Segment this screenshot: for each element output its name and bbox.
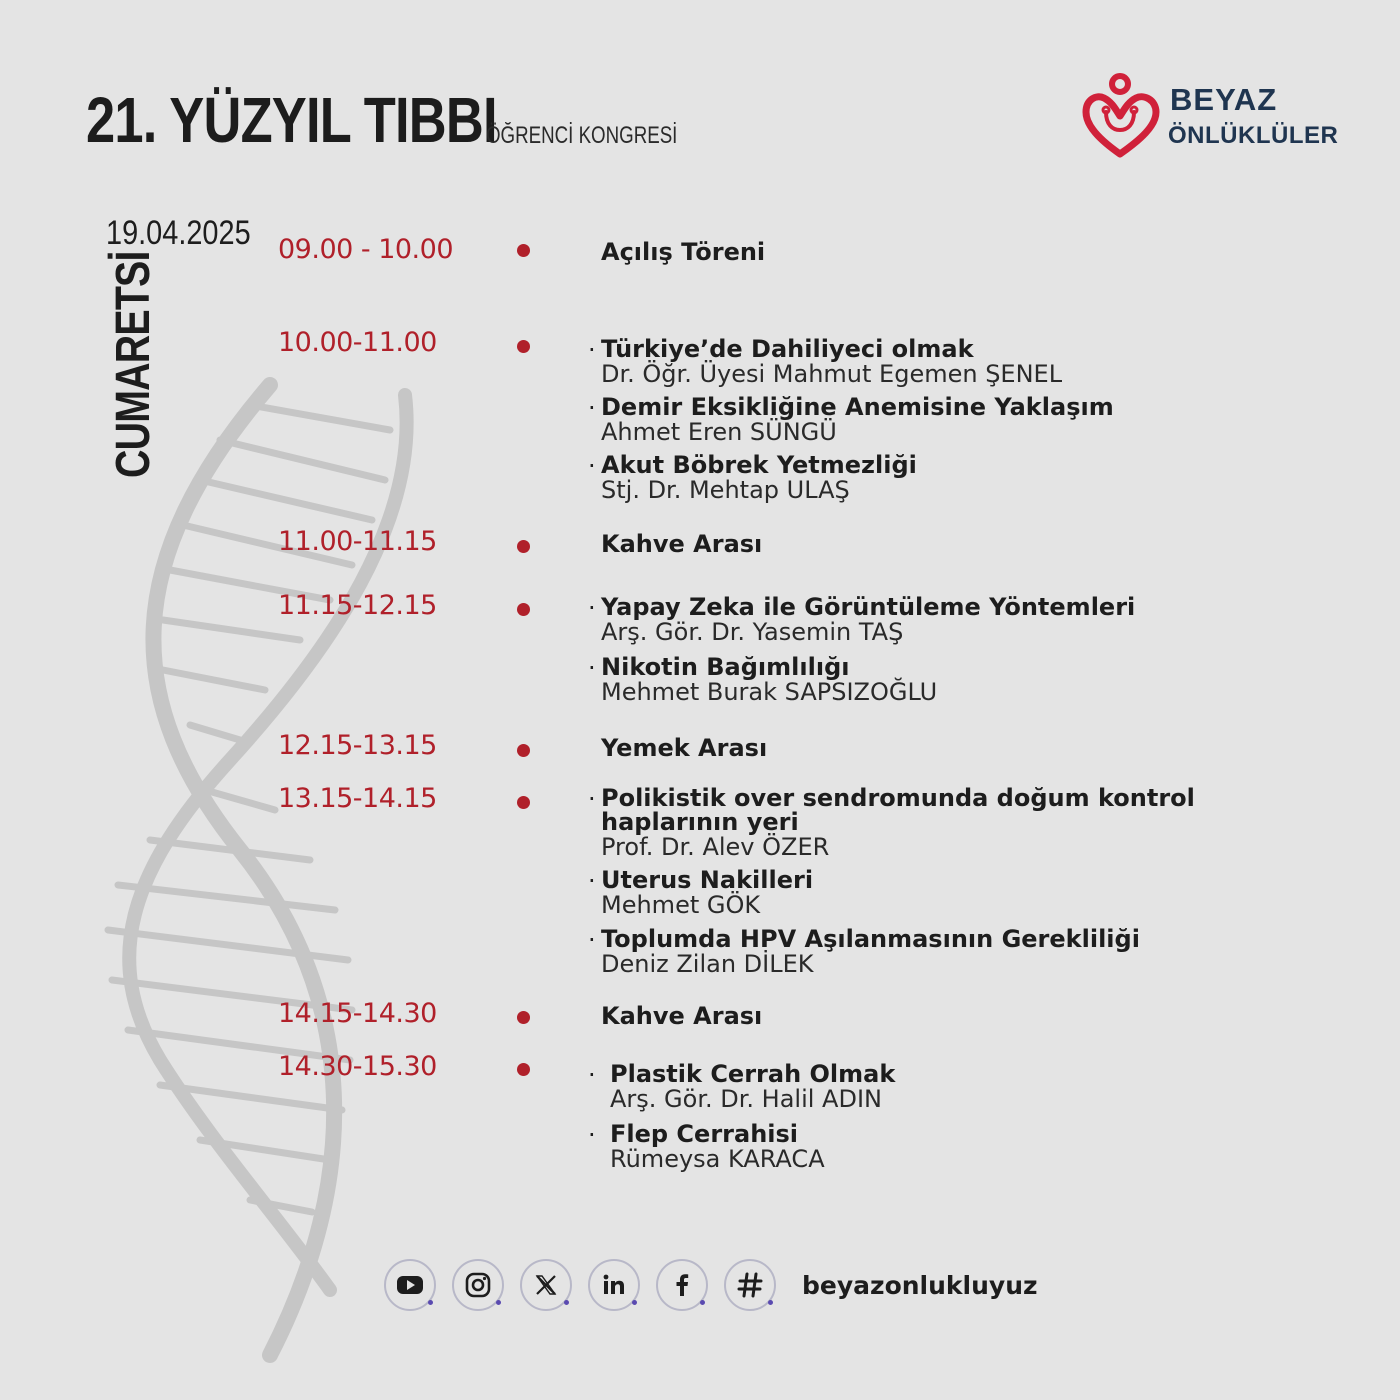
talk-speaker: Mehmet Burak SAPSIZOĞLU [601,678,938,706]
timeline-dot [517,1063,530,1076]
instagram-link[interactable] [452,1259,504,1311]
time-slot: 14.15-14.30 [278,998,437,1029]
talk-speaker: Arş. Gör. Dr. Yasemin TAŞ [601,618,904,646]
timeline-dot [517,603,530,616]
social-links-bar [384,1257,1038,1313]
organizer-logo [1082,72,1352,162]
talk-title: Flep Cerrahisi [610,1120,799,1148]
session-title: Açılış Töreni [601,238,766,266]
talk-speaker: Prof. Dr. Alev ÖZER [601,833,830,861]
talk-speaker: Ahmet Eren SÜNGÜ [601,418,837,446]
bullet-icon: · [588,1061,596,1089]
timeline-dot [517,1011,530,1024]
bullet-icon: · [588,926,596,954]
time-slot: 12.15-13.15 [278,730,437,761]
linkedin-link[interactable] [588,1259,640,1311]
facebook-icon [667,1270,697,1300]
bullet-icon: · [588,452,596,480]
instagram-icon [463,1270,493,1300]
session-title: Kahve Arası [601,530,763,558]
talk-item [588,1062,1228,1112]
talk-title: Demir Eksikliğine Anemisine Yaklaşım [601,393,1114,421]
talk-title: Plastik Cerrah Olmak [610,1060,896,1088]
time-slot: 10.00-11.00 [278,327,437,358]
talk-speaker: Arş. Gör. Dr. Halil ADIN [610,1085,882,1113]
time-slot: 13.15-14.15 [278,783,437,814]
facebook-link[interactable] [656,1259,708,1311]
talk-item [588,927,1228,977]
social-handle[interactable]: beyazonlukluyuz [802,1270,1038,1300]
hashtag-link[interactable] [724,1259,776,1311]
talk-item [588,1122,1228,1172]
youtube-icon [395,1270,425,1300]
bullet-icon: · [588,867,596,895]
linkedin-icon [599,1270,629,1300]
bullet-icon: · [588,654,596,682]
talk-item [588,786,1228,860]
talk-speaker: Deniz Zilan DİLEK [601,950,814,978]
time-slot: 11.15-12.15 [278,590,437,621]
talk-item [588,453,1228,503]
x-icon [531,1270,561,1300]
talk-title: Yapay Zeka ile Görüntüleme Yöntemleri [601,593,1136,621]
talk-title: Uterus Nakilleri [601,866,814,894]
youtube-link[interactable] [384,1259,436,1311]
timeline-dot [517,340,530,353]
bullet-icon: · [588,394,596,422]
event-subtitle: ÖĞRENCİ KONGRESİ [486,122,678,149]
timeline-dot [517,796,530,809]
event-day: CUMARETSİ [107,251,160,478]
talk-speaker: Dr. Öğr. Üyesi Mahmut Egemen ŞENEL [601,360,1063,388]
hashtag-icon [735,1270,765,1300]
time-slot: 14.30-15.30 [278,1051,437,1082]
talk-title-continued: haplarının yeri [601,808,799,836]
event-date: 19.04.2025 [106,214,251,252]
time-slot: 11.00-11.15 [278,526,437,557]
talk-title: Polikistik over sendromunda doğum kontrol [601,784,1195,812]
time-slot: 09.00 - 10.00 [278,234,453,265]
timeline-dot [517,244,530,257]
session-title: Yemek Arası [601,734,768,762]
talk-speaker: Mehmet GÖK [601,891,761,919]
session-title: Kahve Arası [601,1002,763,1030]
timeline-dot [517,744,530,757]
talk-speaker: Rümeysa KARACA [610,1145,825,1173]
talk-item [588,655,1228,705]
heart-stethoscope-icon [1082,72,1162,158]
event-title: 21. YÜZYIL TIBBI [86,84,497,156]
talk-item [588,868,1228,918]
logo-text-onluklu: ÖNLÜKLÜLER [1168,122,1339,149]
talk-title: Akut Böbrek Yetmezliği [601,451,917,479]
talk-item [588,395,1228,445]
bullet-icon: · [588,336,596,364]
x-link[interactable] [520,1259,572,1311]
talk-title: Nikotin Bağımlılığı [601,653,850,681]
talk-title: Türkiye’de Dahiliyeci olmak [601,335,974,363]
talk-speaker: Stj. Dr. Mehtap ULAŞ [601,476,850,504]
bullet-icon: · [588,1121,596,1149]
talk-item [588,337,1228,387]
bullet-icon: · [588,594,596,622]
timeline-dot [517,540,530,553]
talk-title: Toplumda HPV Aşılanmasının Gerekliliği [601,925,1140,953]
talk-item [588,595,1228,645]
logo-text-beyaz: BEYAZ [1170,82,1278,117]
event-header [86,84,678,156]
bullet-icon: · [588,785,596,813]
